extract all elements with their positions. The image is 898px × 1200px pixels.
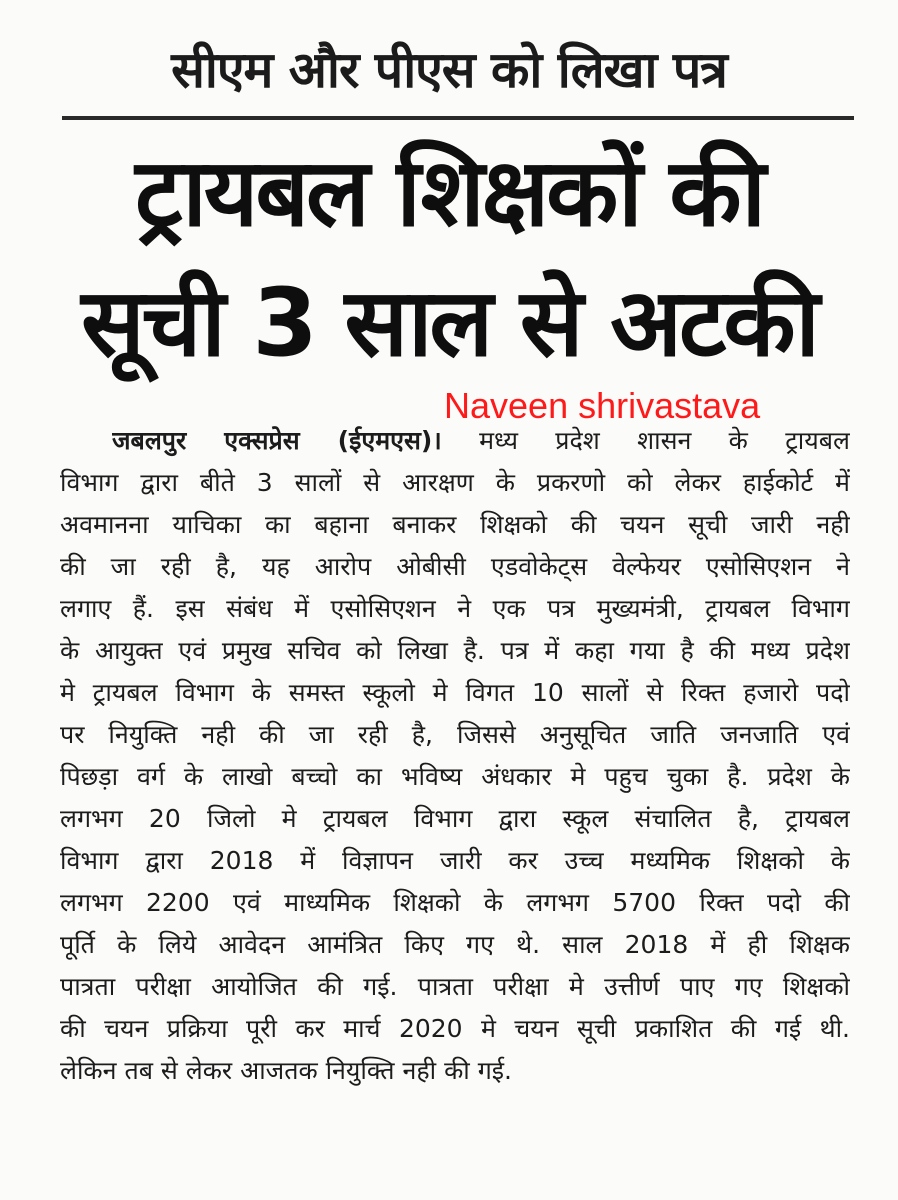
body-line: की चयन प्रक्रिया पूरी कर मार्च 2020 मे चयन सूची प्रकाशित की गई थी. <box>60 1014 850 1043</box>
body-line: के आयुक्त एवं प्रमुख सचिव को लिखा है. पत्र में कहा गया है की मध्य प्रदेश <box>60 636 850 665</box>
dateline: जबलपुर एक्सप्रेस (ईएमएस)। <box>112 426 442 455</box>
kicker-headline: सीएम और पीएस को लिखा पत्र <box>171 41 727 99</box>
body-line: अवमानना याचिका का बहाना बनाकर शिक्षको की चयन सूची जारी नही <box>60 510 850 539</box>
body-line: पात्रता परीक्षा आयोजित की गई. पात्रता परीक्षा मे उत्तीर्ण पाए गए शिक्षको <box>60 972 850 1001</box>
main-headline-line-1: ट्रायबल शिक्षकों की <box>135 139 763 248</box>
body-line: पर नियुक्ति नही की जा रही है, जिससे अनुसूचित जाति जनजाति एवं <box>60 720 850 749</box>
body-text: मध्य प्रदेश शासन के ट्रायबल <box>479 426 850 455</box>
divider-rule <box>62 116 854 120</box>
body-line: लेकिन तब से लेकर आजतक नियुक्ति नही की गई. <box>60 1056 512 1085</box>
body-line: विभाग द्वारा 2018 में विज्ञापन जारी कर उच्च मध्यमिक शिक्षको के <box>60 846 850 875</box>
body-line <box>112 420 850 462</box>
body-line: लगभग 20 जिलो मे ट्रायबल विभाग द्वारा स्कूल संचालित है, ट्रायबल <box>60 804 850 833</box>
author-watermark: Naveen shrivastava <box>444 385 761 426</box>
body-line: पूर्ति के लिये आवेदन आमंत्रित किए गए थे. साल 2018 में ही शिक्षक <box>60 930 850 959</box>
body-line: लगाए हैं. इस संबंध में एसोसिएशन ने एक पत्र मुख्यमंत्री, ट्रायबल विभाग <box>60 594 850 623</box>
body-line: विभाग द्वारा बीते 3 सालों से आरक्षण के प्रकरणो को लेकर हाईकोर्ट में <box>60 468 850 497</box>
main-headline-line-2: सूची 3 साल से अटकी <box>81 269 817 378</box>
body-line: लगभग 2200 एवं माध्यमिक शिक्षको के लगभग 5700 रिक्त पदो की <box>60 888 850 917</box>
body-line: मे ट्रायबल विभाग के समस्त स्कूलो मे विगत 10 सालों से रिक्त हजारो पदो <box>60 678 850 707</box>
body-line: की जा रही है, यह आरोप ओबीसी एडवोकेट्स वेल्फेयर एसोसिएशन ने <box>60 552 850 581</box>
body-line: पिछड़ा वर्ग के लाखो बच्चो का भविष्य अंधकार मे पहुच चुका है. प्रदेश के <box>60 762 850 791</box>
